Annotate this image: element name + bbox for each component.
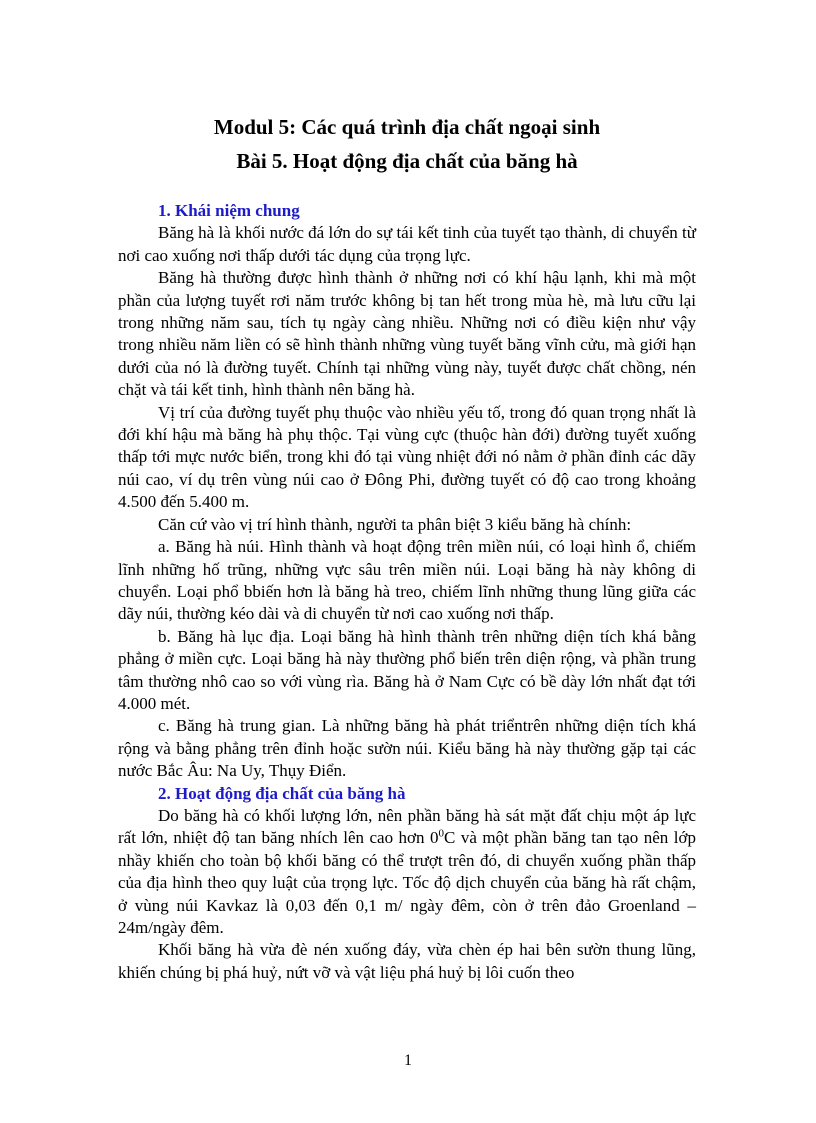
document-page xyxy=(118,110,696,984)
paragraph: Băng hà thường được hình thành ở những nơi có khí hậu lạnh, khi mà một phần của lượng tuyết rơi năm trước không bị tan hết trong mùa hè, mà lưu cữu lại trong những năm sau, tích tụ ngày càng nhiều. Những nơi có điều kiện như vậy trong nhiều năm liền có sẽ hình thành những vùng tuyết băng vĩnh cửu, mà giới hạn dưới của nó là đường tuyết. Chính tại những vùng này, tuyết được chất chồng, nén chặt và tái kết tinh, hình thành nên băng hà. xyxy=(118,268,696,400)
paragraph-glacier-intermediate: c. Băng hà trung gian. Là những băng hà phát triểntrên những diện tích khá rộng và bằng phẳng trên đỉnh hoặc sườn núi. Kiểu băng hà này thường gặp tại các nước Bắc Âu: Na Uy, Thụy Điển. xyxy=(118,716,696,781)
paragraph: Vị trí của đường tuyết phụ thuộc vào nhiều yếu tố, trong đó quan trọng nhất là đới khí hậu mà băng hà phụ thộc. Tại vùng cực (thuộc hàn đới) đường tuyết xuống thấp tới mực nước biển, trong khi đó tại vùng nhiệt đới nó nằm ở phần đỉnh các dãy núi cao, ví dụ trên vùng núi cao ở Đông Phi, đường tuyết có độ cao trong khoảng 4.500 đến 5.400 m. xyxy=(118,402,696,512)
lesson-title: Bài 5. Hoạt động địa chất của băng hà xyxy=(236,149,578,173)
paragraph: Khối băng hà vừa đè nén xuống đáy, vừa chèn ép hai bên sườn thung lũng, khiến chúng bị phá huỷ, nứt vỡ và vật liệu phá huỷ bị lôi cuốn theo xyxy=(118,940,696,982)
superscript-degree: 0 xyxy=(438,827,445,840)
paragraph-glacier-continental: b. Băng hà lục địa. Loại băng hà hình thành trên những diện tích khá bằng phẳng ở miền cực. Loại băng hà này thường phổ biến trên diện rộng, và phần trung tâm thường nhô cao so với vùng rìa. Băng hà ở Nam Cực có bề dày lớn nhất đạt tới 4.000 mét. xyxy=(118,626,696,713)
paragraph-glacier-movement xyxy=(118,805,696,939)
page-number: 1 xyxy=(404,1052,412,1069)
paragraph-glacier-mountain: a. Băng hà núi. Hình thành và hoạt động trên miền núi, có loại hình ổ, chiếm lĩnh những hố trũng, những vực sâu trên miền núi. Loại băng hà này không di chuyển. Loại phổ bbiến hơn là băng hà treo, chiếm lĩnh những thung lũng giữa các dãy núi, thường kéo dài và di chuyển từ nơi cao xuống nơi thấp. xyxy=(118,537,696,624)
paragraph: Băng hà là khối nước đá lớn do sự tái kết tinh của tuyết tạo thành, di chuyển từ nơi cao xuống nơi thấp dưới tác dụng của trọng lực. xyxy=(118,223,696,265)
paragraph: Căn cứ vào vị trí hình thành, người ta phân biệt 3 kiểu băng hà chính: xyxy=(158,514,632,534)
paragraph-text: Do băng hà có khối lượng lớn, nên phần băng hà sát mặt đất chịu một áp lực rất lớn, nhiệt độ tan băng nhích lên cao hơn 0 xyxy=(118,805,696,848)
module-title: Modul 5: Các quá trình địa chất ngoại sinh xyxy=(213,115,601,139)
paragraph-text: C và một phần băng tan tạo nên lớp nhầy khiến cho toàn bộ khối băng có thể trượt trên đó, di chuyển xuống phần thấp của địa hình theo quy luật của trọng lực. Tốc độ dịch chuyển của băng hà rất chậm, ở vùng núi Kavkaz là 0,03 đến 0,1 m/ ngày đêm, còn ở trên đảo Groenland – 24m/ngày đêm. xyxy=(118,828,696,937)
section-heading-general-concept: 1. Khái niệm chung xyxy=(158,201,300,220)
section-heading-geological-activity: 2. Hoạt động địa chất của băng hà xyxy=(158,783,406,803)
